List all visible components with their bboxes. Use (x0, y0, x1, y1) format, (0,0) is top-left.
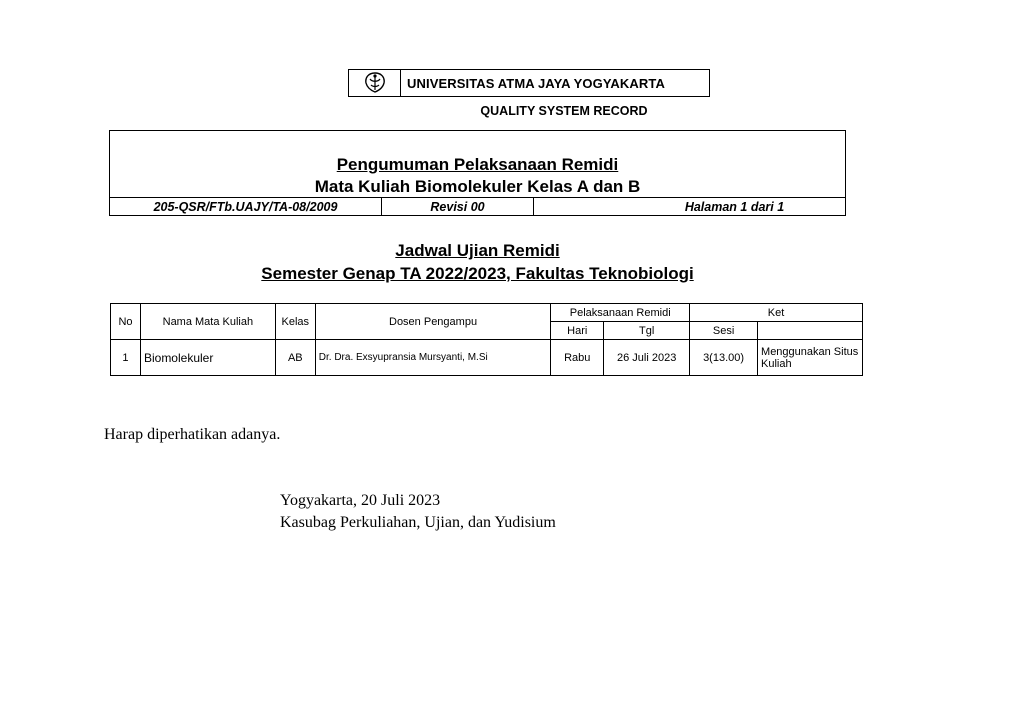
cell-course: Biomolekuler (140, 340, 275, 376)
cell-session: 3(13.00) (690, 340, 758, 376)
table-header-row (111, 304, 863, 322)
signature-office: Kasubag Perkuliahan, Ujian, dan Yudisium (280, 514, 556, 531)
document-page: Halaman 1 dari 1 (684, 199, 785, 214)
header-class: Kelas (275, 304, 315, 340)
announcement-title: Pengumuman Pelaksanaan Remidi (336, 155, 619, 174)
header-no: No (111, 304, 141, 340)
cell-class: AB (275, 340, 315, 376)
schedule-title: Jadwal Ujian Remidi (395, 241, 560, 260)
cell-day: Rabu (551, 340, 604, 376)
notice-text: Harap diperhatikan adanya. (104, 426, 281, 443)
header-day: Hari (551, 322, 604, 340)
university-name: UNIVERSITAS ATMA JAYA YOGYAKARTA (407, 75, 665, 91)
university-header (348, 69, 710, 97)
signature-place-date: Yogyakarta, 20 Juli 2023 (280, 492, 441, 509)
header-ket-blank (758, 322, 863, 340)
cell-date: 26 Juli 2023 (604, 340, 690, 376)
document-info-row (110, 197, 845, 215)
document-revision: Revisi 00 (382, 198, 534, 215)
header-course: Nama Mata Kuliah (140, 304, 275, 340)
document-code: 205-QSR/FTb.UAJY/TA-08/2009 (110, 198, 382, 215)
schedule-table (110, 303, 863, 376)
header-lecturer: Dosen Pengampu (315, 304, 551, 340)
cell-lecturer: Dr. Dra. Exsyupransia Mursyanti, M.Si (315, 340, 551, 376)
header-session: Sesi (690, 322, 758, 340)
schedule-subtitle: Semester Genap TA 2022/2023, Fakultas Teknobiologi (261, 264, 694, 283)
cell-no: 1 (111, 340, 141, 376)
university-crest-icon (349, 70, 401, 96)
header-implementation: Pelaksanaan Remidi (551, 304, 690, 322)
announcement-title-box (109, 130, 846, 216)
header-date: Tgl (604, 322, 690, 340)
announcement-subtitle: Mata Kuliah Biomolekuler Kelas A dan B (314, 177, 641, 196)
header-ket: Ket (690, 304, 863, 322)
table-row (111, 340, 863, 376)
cell-ket: Menggunakan Situs Kuliah (758, 340, 863, 376)
record-label: QUALITY SYSTEM RECORD (480, 104, 648, 118)
